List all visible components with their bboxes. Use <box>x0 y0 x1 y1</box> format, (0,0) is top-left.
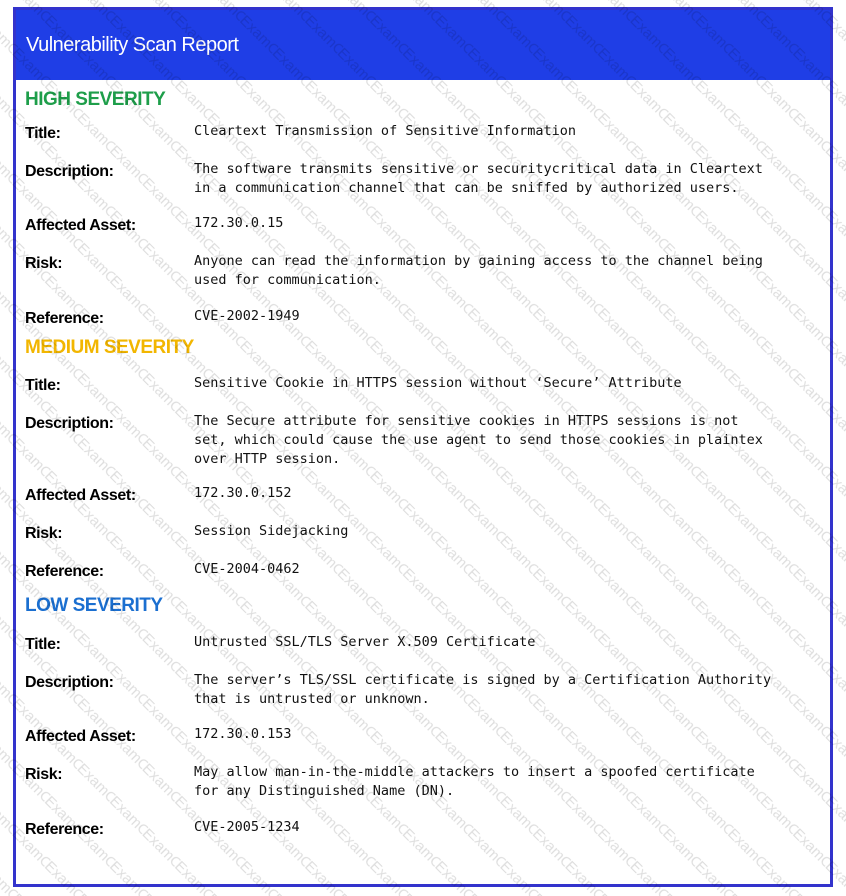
low-risk-row <box>25 763 830 818</box>
high-reference-row <box>25 307 830 337</box>
description-label: Description: <box>25 674 114 691</box>
asset-label: Affected Asset: <box>25 217 136 234</box>
report-header <box>16 10 830 80</box>
report-body <box>16 89 830 848</box>
high-risk-value: Anyone can read the information by gaining access to the channel being used for communication. <box>194 253 763 288</box>
high-asset-row <box>25 214 830 252</box>
medium-asset-row <box>25 484 830 522</box>
high-risk-row <box>25 252 830 307</box>
risk-label: Risk: <box>25 766 63 783</box>
medium-severity-heading: MEDIUM SEVERITY <box>25 337 194 358</box>
low-reference-value: CVE-2005-1234 <box>194 819 300 835</box>
low-asset-row <box>25 725 830 763</box>
reference-label: Reference: <box>25 821 104 838</box>
medium-title-row <box>25 374 830 412</box>
title-label: Title: <box>25 125 61 142</box>
risk-label: Risk: <box>25 525 63 542</box>
medium-risk-row <box>25 522 830 560</box>
medium-risk-value: Session Sidejacking <box>194 523 349 539</box>
high-description-row <box>25 160 830 214</box>
reference-label: Reference: <box>25 310 104 327</box>
medium-reference-row <box>25 560 830 595</box>
vulnerability-scan-report <box>13 7 833 887</box>
risk-label: Risk: <box>25 255 63 272</box>
medium-reference-value: CVE-2004-0462 <box>194 561 300 577</box>
low-title-value: Untrusted SSL/TLS Server X.509 Certificate <box>194 634 536 650</box>
high-asset-value: 172.30.0.15 <box>194 215 284 231</box>
reference-label: Reference: <box>25 563 104 580</box>
low-asset-value: 172.30.0.153 <box>194 726 292 742</box>
high-severity-heading: HIGH SEVERITY <box>25 89 166 110</box>
low-description-row <box>25 671 830 725</box>
low-description-value: The server’s TLS/SSL certificate is signed by a Certification Authority that is untrusted or unknown. <box>194 672 772 707</box>
title-label: Title: <box>25 377 61 394</box>
low-severity-heading: LOW SEVERITY <box>25 595 163 616</box>
low-risk-value: May allow man-in-the-middle attackers to insert a spoofed certificate for any Distinguished Name (DN). <box>194 764 755 799</box>
description-label: Description: <box>25 163 114 180</box>
medium-description-value: The Secure attribute for sensitive cookies in HTTPS sessions is not set, which could cause the use agent to send those cookies in plaintex over HTTP session. <box>194 413 763 467</box>
asset-label: Affected Asset: <box>25 728 136 745</box>
medium-asset-value: 172.30.0.152 <box>194 485 292 501</box>
high-title-value: Cleartext Transmission of Sensitive Information <box>194 123 577 139</box>
medium-title-value: Sensitive Cookie in HTTPS session without ‘Secure’ Attribute <box>194 375 682 391</box>
high-title-row <box>25 122 830 160</box>
description-label: Description: <box>25 415 114 432</box>
low-title-row <box>25 633 830 671</box>
report-title: Vulnerability Scan Report <box>26 34 239 56</box>
high-description-value: The software transmits sensitive or securitycritical data in Cleartext in a communication channel that can be sniffed by authorized users. <box>194 161 763 196</box>
asset-label: Affected Asset: <box>25 487 136 504</box>
low-reference-row <box>25 818 830 848</box>
medium-description-row <box>25 412 830 484</box>
high-reference-value: CVE-2002-1949 <box>194 308 300 324</box>
title-label: Title: <box>25 636 61 653</box>
